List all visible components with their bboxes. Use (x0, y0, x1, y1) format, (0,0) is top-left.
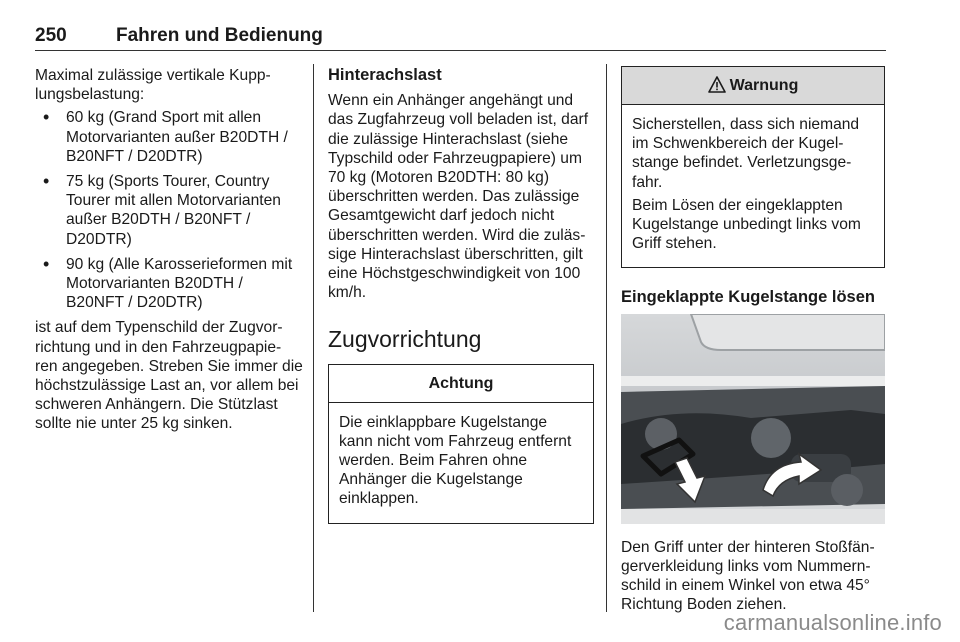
caution-box (328, 364, 594, 524)
warning-title: Warnung (729, 77, 799, 94)
column-2 (328, 66, 594, 524)
heading-hinterachslast: Hinterachslast (328, 66, 442, 84)
warning-header (622, 67, 884, 105)
column-divider (606, 64, 607, 612)
list-item: • 60 kg (Grand Sport mit allen Motorvarianten außer B20DTH / B20NFT / D20DTR) (35, 108, 303, 166)
watermark: carmanualsonline.info (723, 610, 942, 635)
column-1 (35, 66, 303, 434)
heading-kugelstange: Eingeklappte Kugelstange lösen (621, 288, 875, 307)
warning-text: Beim Lösen der eingeklappten Kugelstange unbedingt links vom Griff stehen. (632, 196, 861, 253)
list-item: • 75 kg (Sports Tourer, Country Tourer mit allen Motorvarianten außer B20DTH / B20NFT / D20DTR) (35, 172, 303, 249)
body-text: Wenn ein Anhänger angehängt und das Zugfahrzeug voll beladen ist, darf die zulässige Hinterachslast (siehe Typschild oder Fahrzeugpapiere) um 70 kg (Motoren B20DTH: 80 kg) überschritten werden. Das zulässige Gesamtgewicht darf jedoch nicht überschritten werden. Wird die zuläs-sige Hinterachslast überschritten, gilt eine Höchstgeschwindigkeit von 100 km/h. (328, 92, 589, 302)
warning-box (621, 66, 885, 268)
page-number: 250 (35, 25, 67, 46)
section-title: Fahren und Bedienung (116, 25, 323, 46)
tow-bar-illustration (621, 314, 885, 524)
load-list (35, 108, 303, 312)
column-3 (621, 66, 885, 614)
column-divider (313, 64, 314, 612)
warning-text: Sicherstellen, dass sich niemand im Schwenkbereich der Kugel-stange befindet. Verletzungsge-fahr. (632, 116, 860, 191)
heading-zugvorrichtung: Zugvorrichtung (328, 326, 482, 353)
outro-text: ist auf dem Typenschild der Zugvor-richtung und in den Fahrzeugpapie-ren angegeben. Streben Sie immer die höchstzulässige Last an, vor allem bei schweren Anhängern. Die Stützlast sollte nie unter 25 kg sinken. (35, 319, 303, 433)
caution-title: Achtung (329, 365, 593, 403)
page-header (35, 24, 886, 51)
intro-text: Maximal zulässige vertikale Kupp-lungsbelastung: (35, 67, 271, 104)
caution-text: Die einklappbare Kugelstange kann nicht vom Fahrzeug entfernt werden. Beim Fahren ohne Anhänger die Kugelstange einklappen. (339, 413, 572, 508)
list-item: • 90 kg (Alle Karosserieformen mit Motorvarianten B20DTH / B20NFT / D20DTR) (35, 255, 303, 313)
warning-triangle-icon (708, 70, 726, 107)
instruction-text: Den Griff unter der hinteren Stoßfän-gerverkleidung links vom Nummern-schild in einem Winkel von etwa 45° Richtung Boden ziehen. (621, 538, 875, 614)
